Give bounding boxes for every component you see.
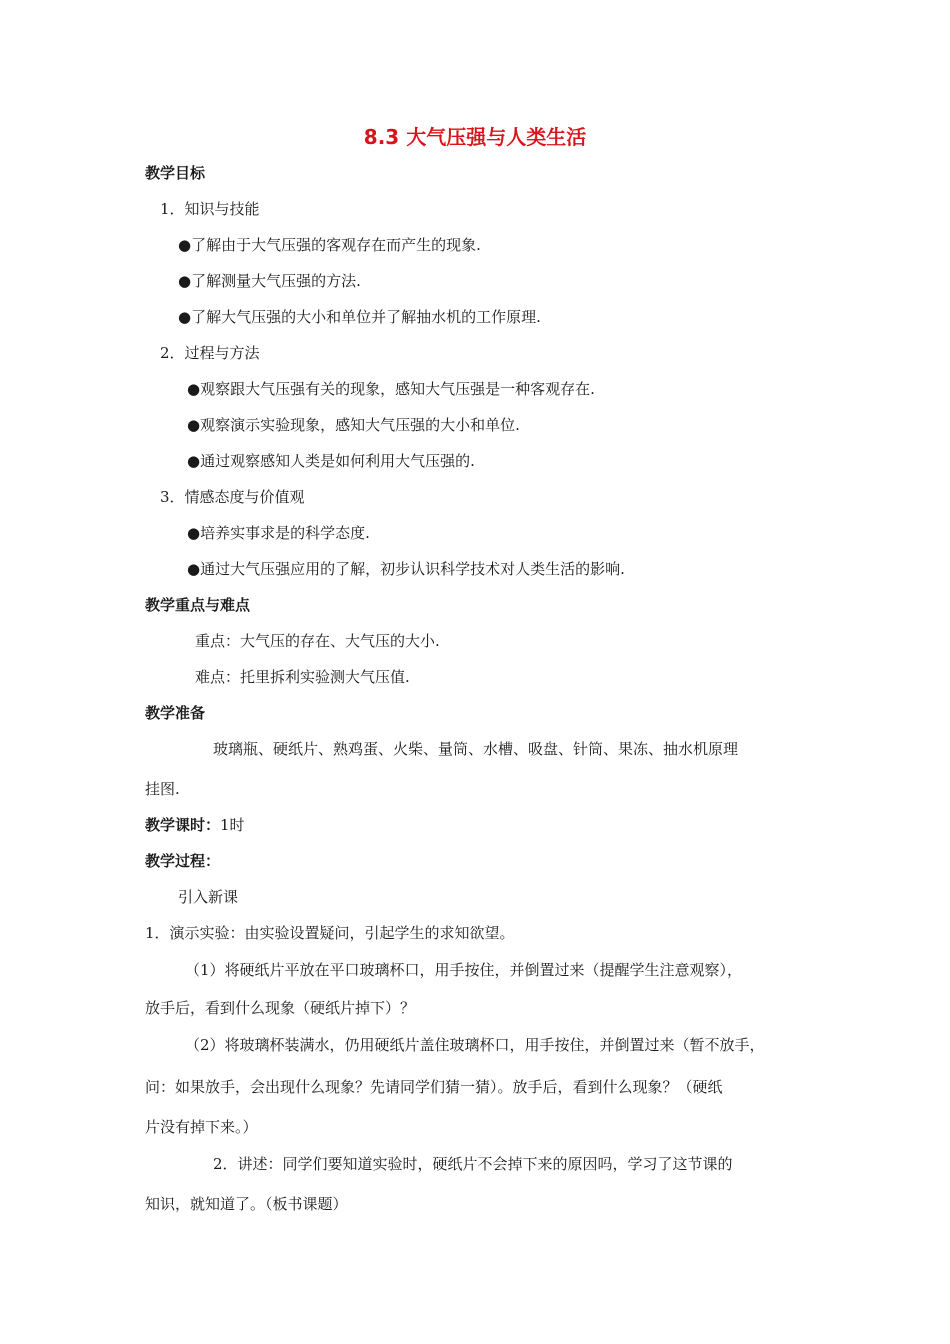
difficulty: 难点：托里拆利实验测大气压值. bbox=[195, 668, 410, 686]
experiment-2-line-1: （2）将玻璃杯装满水，仍用硬纸片盖住玻璃杯口，用手按住，并倒置过来（暂不放手， bbox=[185, 1036, 765, 1054]
knowledge-item-2: ●了解测量大气压强的方法. bbox=[178, 272, 361, 290]
experiment-1-line-1: （1）将硬纸片平放在平口玻璃杯口，用手按住，并倒置过来（提醒学生注意观察）， bbox=[185, 961, 743, 979]
knowledge-item-3: ●了解大气压强的大小和单位并了解抽水机的工作原理. bbox=[178, 308, 541, 326]
attitude-label: 3．情感态度与价值观 bbox=[160, 488, 305, 506]
experiment-2-line-2: 问：如果放手，会出现什么现象？先请同学们猜一猜）。放手后，看到什么现象？（硬纸 bbox=[145, 1078, 723, 1096]
step-2-line-1: 2．讲述：同学们要知道实验时，硬纸片不会掉下来的原因吗，学习了这节课的 bbox=[213, 1155, 733, 1173]
process-heading: 教学过程： bbox=[145, 852, 221, 870]
step-2-line-2: 知识，就知道了。（板书课题） bbox=[145, 1195, 348, 1213]
objectives-heading: 教学目标 bbox=[145, 164, 206, 182]
document-title: 8.3 大气压强与人类生活 bbox=[363, 125, 587, 149]
process-item-2: ●观察演示实验现象，感知大气压强的大小和单位. bbox=[187, 416, 520, 434]
knowledge-label: 1．知识与技能 bbox=[160, 200, 260, 218]
focus-heading: 教学重点与难点 bbox=[145, 596, 251, 614]
preparation-line-1: 玻璃瓶、硬纸片、熟鸡蛋、火柴、量筒、水槽、吸盘、针筒、果冻、抽水机原理 bbox=[213, 740, 739, 758]
preparation-heading: 教学准备 bbox=[145, 704, 206, 722]
hours-heading: 教学课时： bbox=[145, 816, 221, 834]
attitude-item-1: ●培养实事求是的科学态度. bbox=[187, 524, 370, 542]
knowledge-item-1: ●了解由于大气压强的客观存在而产生的现象. bbox=[178, 236, 481, 254]
hours-row bbox=[145, 815, 245, 835]
experiment-1-line-2: 放手后，看到什么现象（硬纸片掉下）？ bbox=[145, 999, 416, 1017]
process-item-3: ●通过观察感知人类是如何利用大气压强的. bbox=[187, 452, 475, 470]
experiment-2-line-3: 片没有掉下来。） bbox=[145, 1118, 258, 1136]
key-point: 重点：大气压的存在、大气压的大小. bbox=[195, 632, 440, 650]
preparation-line-2: 挂图. bbox=[145, 780, 180, 798]
step-1: 1．演示实验：由实验设置疑问，引起学生的求知欲望。 bbox=[145, 924, 515, 942]
intro-label: 引入新课 bbox=[178, 888, 239, 906]
attitude-item-2: ●通过大气压强应用的了解，初步认识科学技术对人类生活的影响. bbox=[187, 560, 625, 578]
hours-value: 1时 bbox=[220, 816, 245, 834]
process-label: 2．过程与方法 bbox=[160, 344, 260, 362]
process-item-1: ●观察跟大气压强有关的现象，感知大气压强是一种客观存在. bbox=[187, 380, 595, 398]
